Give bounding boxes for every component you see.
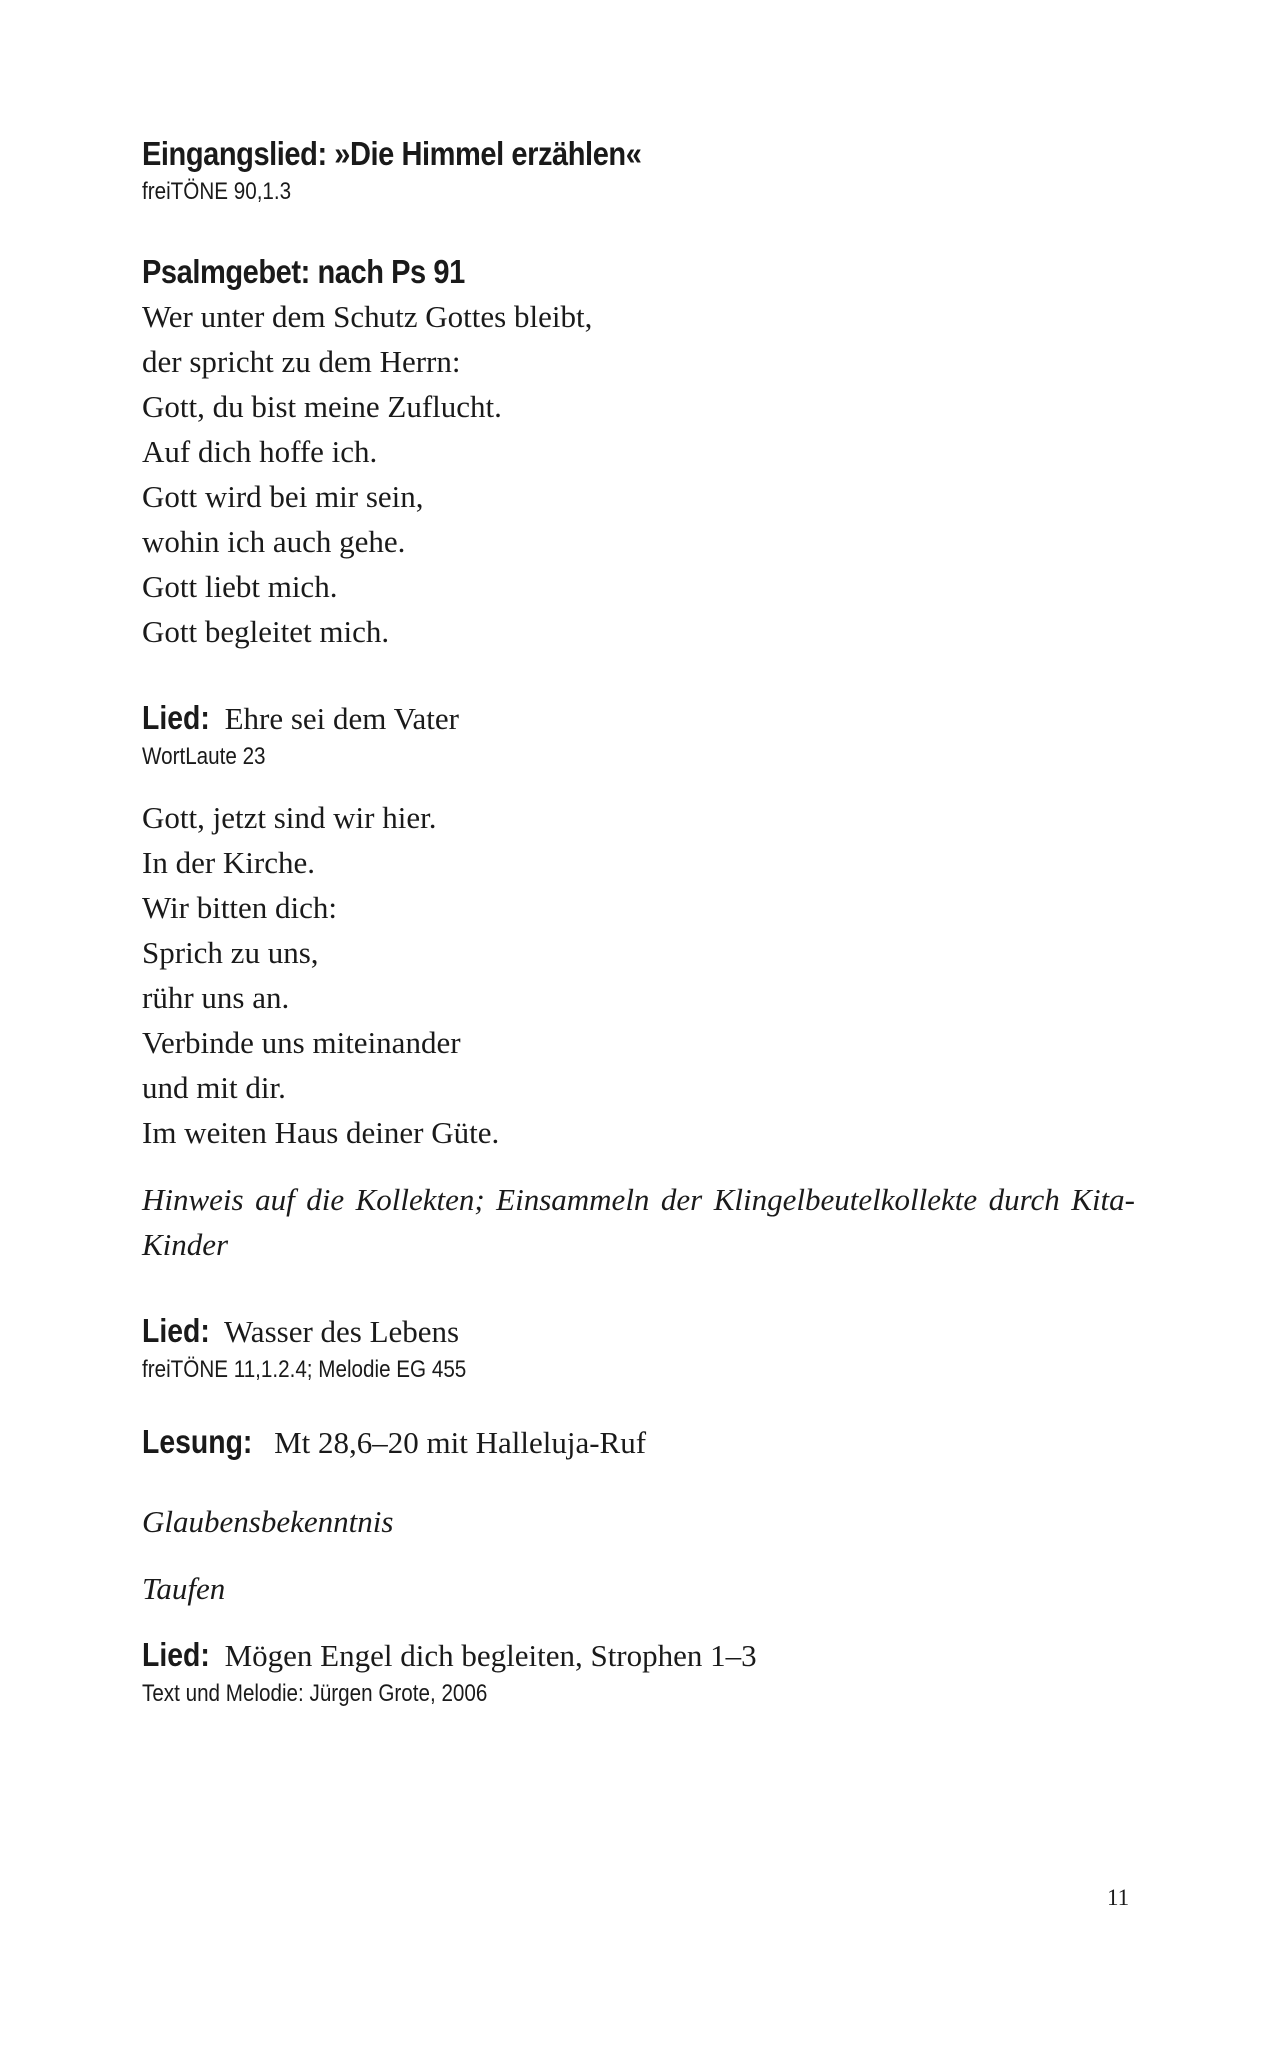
psalm-prayer [142, 294, 1142, 654]
song-entry [142, 1309, 1142, 1354]
reading-entry [142, 1420, 1142, 1465]
baptism: Taufen [142, 1571, 226, 1606]
prayer [142, 795, 1142, 1155]
verse-line: Sprich zu uns, [142, 935, 319, 970]
verse-line: Wir bitten dich: [142, 890, 338, 925]
page-number: 11 [1107, 1885, 1130, 1910]
verse-line: Gott begleitet mich. [142, 614, 390, 649]
song-entry [142, 1633, 1142, 1678]
song-label: Lied: [142, 1636, 210, 1673]
section-heading-psalmgebet: Psalmgebet: nach Ps 91 [142, 253, 465, 290]
song-source: freiTÖNE 90,1.3 [142, 178, 292, 205]
song-entry [142, 696, 1142, 741]
verse-line: In der Kirche. [142, 845, 315, 880]
section-heading-eingangslied: Eingangslied: »Die Himmel erzählen« [142, 135, 642, 172]
song-title: Wasser des Lebens [224, 1314, 460, 1349]
song-source: Text und Melodie: Jürgen Grote, 2006 [142, 1680, 488, 1707]
reading-title: Mt 28,6–20 mit Halleluja-Ruf [274, 1425, 647, 1460]
verse-line: Wer unter dem Schutz Gottes bleibt, [142, 299, 593, 334]
song-title: Mögen Engel dich begleiten, Strophen 1–3 [224, 1638, 757, 1673]
verse-line: Auf dich hoffe ich. [142, 434, 378, 469]
verse-line: Im weiten Haus deiner Güte. [142, 1115, 500, 1150]
song-label: Lied: [142, 1312, 210, 1349]
song-label: Lied: [142, 699, 210, 736]
verse-line: der spricht zu dem Herrn: [142, 344, 461, 379]
song-source: freiTÖNE 11,1.2.4; Melodie EG 455 [142, 1356, 467, 1383]
verse-line: und mit dir. [142, 1070, 286, 1105]
verse-line: Gott, du bist meine Zuflucht. [142, 389, 502, 424]
verse-line: Gott, jetzt sind wir hier. [142, 800, 437, 835]
song-title: Ehre sei dem Vater [224, 701, 460, 736]
reading-label: Lesung: [142, 1423, 253, 1460]
verse-line: Gott wird bei mir sein, [142, 479, 424, 514]
verse-line: Gott liebt mich. [142, 569, 338, 604]
song-source: WortLaute 23 [142, 743, 266, 770]
verse-line: rühr uns an. [142, 980, 290, 1015]
verse-line: wohin ich auch gehe. [142, 524, 406, 559]
verse-line: Verbinde uns miteinander [142, 1025, 461, 1060]
collection-note: Hinweis auf die Kollekten; Einsammeln der Klingelbeutelkollekte durch Kita-Kinder [142, 1182, 1135, 1262]
creed: Glaubensbekenntnis [142, 1504, 394, 1539]
page-content [142, 132, 1142, 1710]
